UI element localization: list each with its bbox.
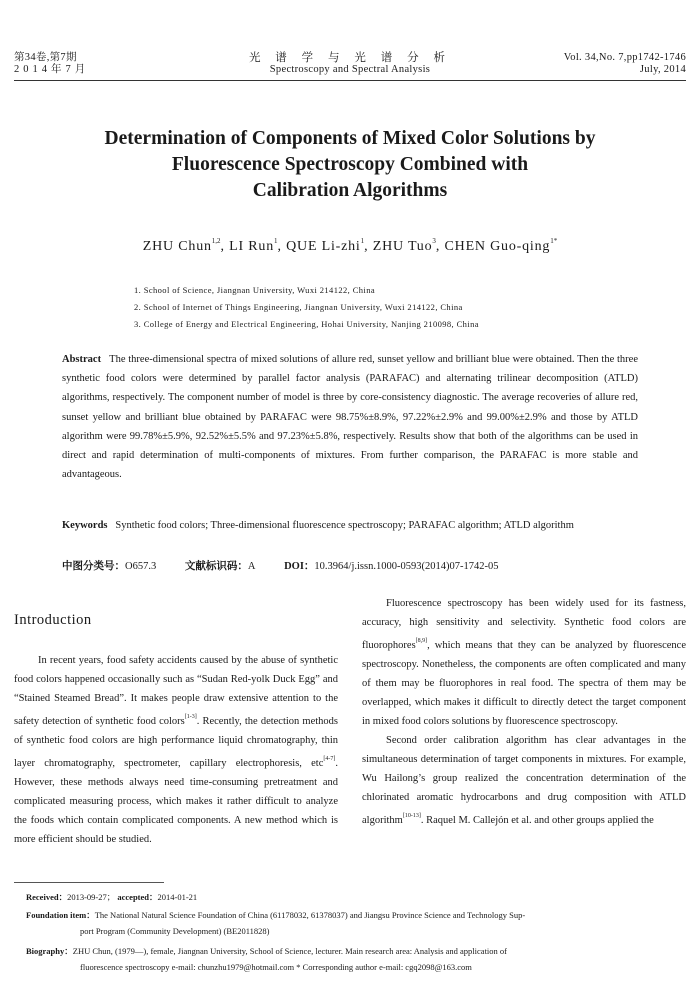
volume-issue-pages: Vol. 34,No. 7,pp1742-1746	[563, 52, 686, 63]
abstract	[62, 350, 638, 484]
paragraph-text: . Raquel M. Callejón et al. and other groups applied the	[420, 815, 654, 826]
foundation-label: Foundation item：	[26, 910, 95, 920]
affiliation-3: 3. College of Energy and Electrical Engineering, Hohai University, Nanjing 210098, China	[134, 319, 479, 329]
paragraph	[362, 594, 686, 731]
received-value: 2013-09-27；	[67, 892, 116, 902]
title-line-1: Determination of Components of Mixed Color Solutions by	[104, 128, 596, 149]
keywords-label: Keywords	[62, 520, 108, 531]
issue-date: July, 2014	[639, 64, 686, 75]
keywords	[62, 517, 638, 535]
paragraph-text: Second order calibration algorithm has clear advantages in the simultaneous determination of target components in mixtures. For example, Wu Hailong’s group realized the concentration determination of the chlorinated aromatic hydrocarbons and drug composition with ATLD algorithm	[362, 735, 686, 826]
biography	[26, 943, 686, 975]
article-title	[40, 126, 660, 204]
journal-issue-en	[564, 52, 686, 76]
paragraph-text: Fluorescence spectroscopy has been widely used for its fastness, accuracy, high sensitivity and selectivity. Synthetic food colors are fluorophores	[362, 598, 686, 651]
author-name: LI Run	[229, 239, 275, 254]
keywords-text: Synthetic food colors; Three-dimensional fluorescence spectroscopy; PARAFAC algorithm; ATLD algorithm	[115, 520, 574, 531]
author-name: QUE Li-zhi	[286, 239, 361, 254]
paragraph	[362, 731, 686, 830]
clc-label: 中图分类号：	[62, 561, 125, 572]
author-list: ZHU Chun$^{1,2}$, LI Run$^1$, QUE Li-zhi$^1$, ZHU Tuo$^3$, CHEN Guo-qing$^{1*}$	[142, 237, 558, 254]
author-name: CHEN Guo-qing	[444, 239, 551, 254]
biography-text: ZHU Chun, (1979—), female, Jiangnan University, School of Science, lecturer. Main research area: Analysis and application of	[72, 946, 508, 956]
author-affil-mark: 1	[360, 237, 365, 245]
body-column-left	[14, 651, 338, 849]
abstract-label: Abstract	[62, 354, 102, 365]
citation: [4-7]	[323, 756, 336, 762]
affiliation-2: 2. School of Internet of Things Engineering, Jiangnan University, Wuxi 214122, China	[134, 302, 463, 312]
biography-text-cont: fluorescence spectroscopy e-mail: chunzhu1979@hotmail.com * Corresponding author e-mail: cgq2098@163.com	[80, 962, 472, 972]
doi-value: 10.3964/j.issn.1000-0593(2014)07-1742-05	[314, 561, 499, 572]
classification-line	[62, 558, 638, 573]
body-column-right	[362, 594, 686, 830]
affiliation-1: 1. School of Science, Jiangnan University, Wuxi 214122, China	[134, 285, 376, 295]
received-dates	[26, 889, 686, 905]
accepted-value: 2014-01-21	[157, 892, 198, 902]
date-cn: 2014年7月	[14, 64, 90, 75]
author-affil-mark: 1,2	[211, 237, 221, 245]
doc-code-label: 文献标识码：	[184, 561, 248, 572]
section-heading-introduction: Introduction	[14, 612, 92, 628]
volume-issue-cn: 第34卷,第7期	[14, 52, 77, 63]
title-line-3: Calibration Algorithms	[252, 180, 448, 201]
clc-value: O657.3	[125, 561, 157, 572]
paragraph-text: . Recently, the detection methods of synthetic food colors are high performance liquid chromatography, thin layer chromatography, spectrometer, capillary electrophoresis, etc	[14, 716, 338, 769]
journal-issue-cn	[14, 52, 89, 76]
author-affil-mark: 1*	[550, 237, 558, 245]
paragraph-text: In recent years, food safety accidents caused by the abuse of synthetic food colors happened occasionally such as “Sudan Red-yolk Duck Egg” and “Stained Steamed Bread”. It makes people draw extensive attention to the safety detection of synthetic food colors	[14, 655, 338, 727]
foundation-text-cont: port Program (Community Development) (BE2011828)	[80, 926, 270, 936]
journal-title-cn: 光 谱 学 与 光 谱 分 析	[248, 52, 452, 64]
author-name: ZHU Chun	[142, 239, 212, 254]
citation: [10-13]	[402, 813, 421, 819]
foundation-text: The National Natural Science Foundation of China (61178032, 61378037) and Jiangsu Province Science and Technology Sup-	[94, 910, 526, 920]
paragraph-text: , which means that they can be analyzed by fluorescence spectroscopy. Nonetheless, the components are often complicated and many of them may be fluorophores in real food. The spectra of them may be overlapped, which makes it difficult to directly detect the target component in mixed food colors solutions by fluorescence spectroscopy.	[362, 640, 686, 727]
journal-title-en: Spectroscopy and Spectral Analysis	[269, 64, 431, 75]
citation: [8,9]	[415, 638, 428, 644]
author-name: ZHU Tuo	[372, 239, 433, 254]
author-affil-mark: 1	[274, 237, 278, 245]
doi-label: DOI：	[284, 561, 315, 572]
footnote-divider	[14, 882, 164, 883]
doc-code-value: A	[247, 561, 256, 572]
author-affil-mark: 3	[432, 237, 436, 245]
received-label: Received：	[26, 892, 68, 902]
biography-label: Biography：	[26, 946, 73, 956]
journal-title	[200, 52, 500, 76]
paragraph	[14, 651, 338, 849]
title-line-2: Fluorescence Spectroscopy Combined with	[171, 154, 529, 175]
paragraph-text: . However, these methods always need time-consuming pretreatment and complicated measuring process, which makes it rather difficult to analyze the foods which contain complicated components. A new method which is more efficient should be studied.	[14, 758, 338, 845]
accepted-label: accepted：	[117, 892, 158, 902]
foundation-item	[26, 907, 686, 939]
header-divider	[14, 80, 686, 81]
abstract-text: The three-dimensional spectra of mixed solutions of allure red, sunset yellow and brilliant blue were obtained. Then the three synthetic food colors were determined by parallel factor analysis (PARAFAC) and alternating trilinear decomposition (ATLD) algorithms, respectively. The component number of model is three by core-consistency diagnostic. The average recoveries of allure red, sunset yellow and brilliant blue obtained by PARAFAC were 98.75%±8.9%, 97.22%±2.9% and 99.00%±2.9% and those by ATLD algorithm were 99.78%±5.9%, 92.52%±5.5% and 97.23%±5.8%, respectively. Results show that both of the algorithms can be used in direct and rapid determination of multi-components of mixtures. From further comparison, the PARAFAC is more stable and advantageous.	[62, 354, 638, 481]
citation: [1-3]	[184, 714, 197, 720]
